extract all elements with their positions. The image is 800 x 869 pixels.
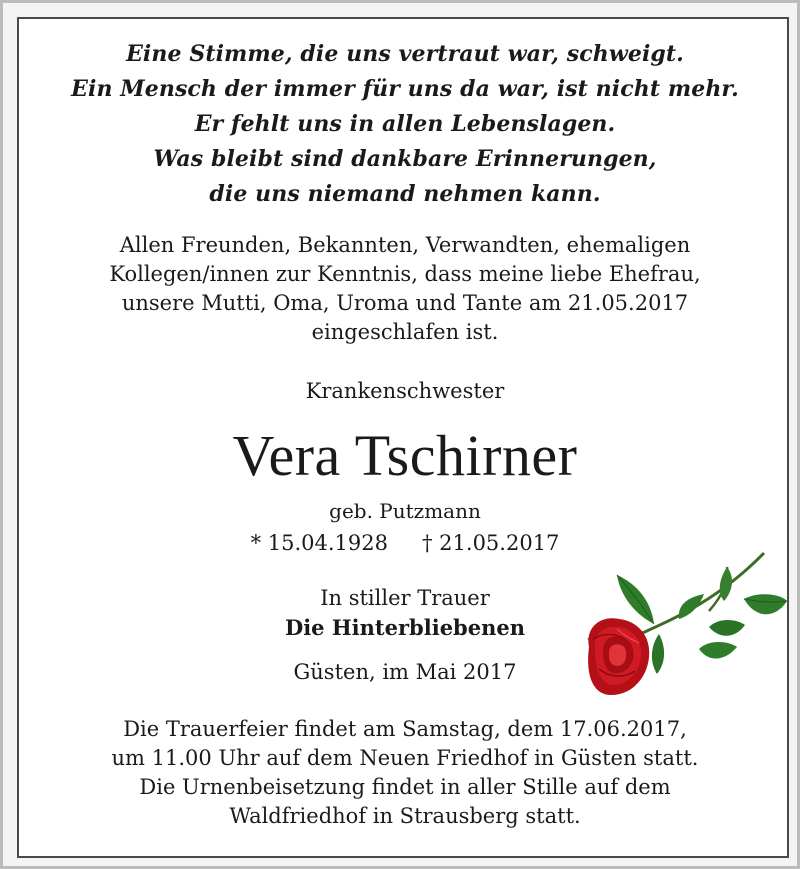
poem-line: Ein Mensch der immer für uns da war, ist nicht mehr. — [71, 76, 739, 102]
service-line: Die Trauerfeier findet am Samstag, dem 17.06.2017, — [123, 717, 687, 741]
birth-name: geb. Putzmann — [329, 499, 481, 523]
announcement-line: eingeschlafen ist. — [311, 320, 499, 344]
announcement-line: Kollegen/innen zur Kenntnis, dass meine liebe Ehefrau, — [109, 262, 701, 286]
deceased-name: Vera Tschirner — [232, 423, 578, 488]
mourners: Die Hinterbliebenen — [284, 615, 525, 640]
death-date: † 21.05.2017 — [422, 531, 560, 555]
obituary-card — [17, 17, 789, 858]
poem-line: die uns niemand nehmen kann. — [209, 181, 601, 207]
service-line: Waldfriedhof in Strausberg statt. — [229, 804, 581, 828]
red-rose-illustration — [559, 539, 789, 709]
poem-line: Was bleibt sind dankbare Erinnerungen, — [153, 146, 657, 172]
poem-line: Eine Stimme, die uns vertraut war, schweigt. — [126, 41, 684, 67]
service-line: um 11.00 Uhr auf dem Neuen Friedhof in Güsten statt. — [111, 746, 699, 770]
announcement-text — [19, 231, 791, 347]
birth-date: * 15.04.1928 — [250, 531, 388, 555]
funeral-service-info — [19, 715, 791, 831]
poem-line: Er fehlt uns in allen Lebenslagen. — [194, 111, 616, 137]
memorial-poem — [19, 37, 791, 212]
service-line: Die Urnenbeisetzung findet in aller Stille auf dem — [139, 775, 671, 799]
announcement-line: Allen Freunden, Bekannten, Verwandten, ehemaligen — [119, 233, 691, 257]
announcement-line: unsere Mutti, Oma, Uroma und Tante am 21.05.2017 — [121, 291, 689, 315]
profession: Krankenschwester — [305, 379, 505, 403]
mourning-line: In stiller Trauer — [320, 586, 490, 610]
place-and-date: Güsten, im Mai 2017 — [293, 660, 517, 684]
